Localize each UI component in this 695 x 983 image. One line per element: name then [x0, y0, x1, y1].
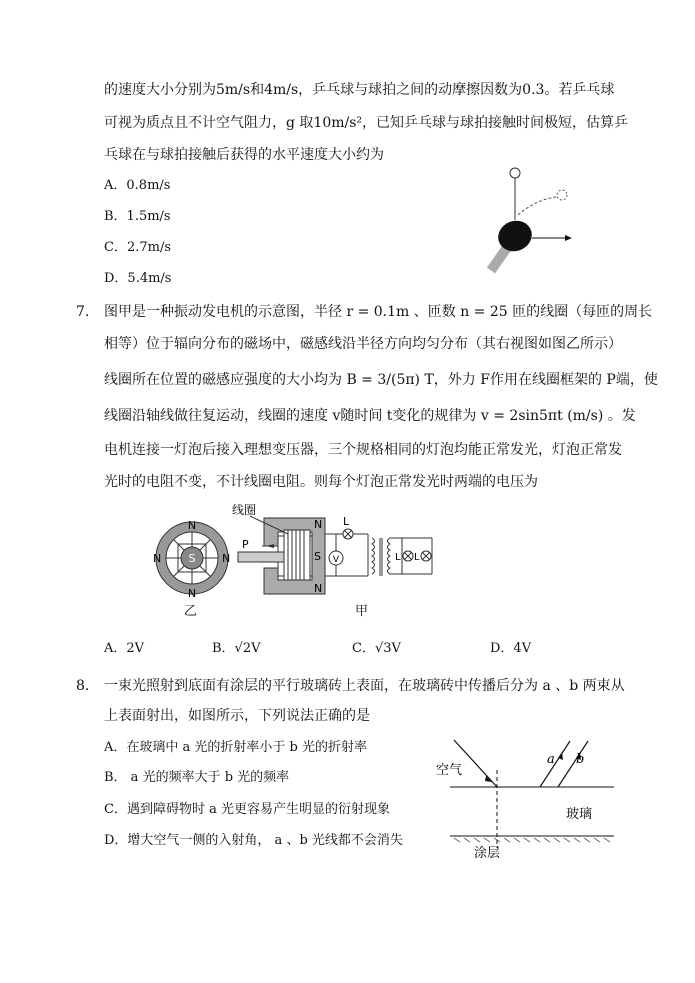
- generator-cross-section: [238, 518, 325, 594]
- label-l-mid: L: [395, 552, 401, 563]
- q6-option-a: A．0.8m/s: [104, 178, 171, 193]
- label-v: V: [332, 555, 340, 565]
- label-glass: 玻璃: [566, 807, 593, 822]
- q8-glass-figure: [430, 730, 620, 860]
- q6-option-b: B．1.5m/s: [104, 209, 171, 224]
- q6-line-2: 可视为质点且不计空气阻力，g 取10m/s²，已知乒乓球与球拍接触时间极短，估算乒: [104, 115, 629, 131]
- q7-line-5: 电机连接一灯泡后接入理想变压器，三个规格相同的灯泡均能正常发光，灯泡正常发: [104, 442, 622, 458]
- ball-initial-icon: [510, 168, 520, 178]
- label-n-top: N: [187, 519, 197, 532]
- q8-option-a: A．在玻璃中 a 光的折射率小于 b 光的折射率: [104, 740, 367, 755]
- label-n-jia-bottom: N: [314, 582, 323, 595]
- q7-option-b: B．√2V: [212, 641, 261, 656]
- q6-paddle-figure: [480, 160, 600, 280]
- label-a: a: [547, 752, 555, 767]
- q8-number: 8.: [76, 678, 90, 694]
- q7-option-a: A．2V: [104, 641, 145, 656]
- label-n-bottom: N: [187, 587, 197, 600]
- q8-option-c: C．遇到障碍物时 a 光更容易产生明显的衍射现象: [104, 802, 390, 817]
- q6-line-3: 乓球在与球拍接触后获得的水平速度大小约为: [104, 147, 384, 163]
- label-coil: 线圈: [232, 503, 257, 517]
- label-jia: 甲: [355, 604, 369, 619]
- ray-a: [540, 741, 570, 787]
- label-s-jia: S: [314, 550, 321, 563]
- label-n-jia-top: N: [314, 518, 323, 531]
- q7-line-2: 相等）位于辐向分布的磁场中，磁感线沿半径方向均匀分布（其右视图如图乙所示）: [104, 336, 622, 352]
- label-l-right: L: [414, 552, 420, 563]
- label-yi: 乙: [184, 604, 198, 619]
- q7-line-1: 图甲是一种振动发电机的示意图，半径 r = 0.1m 、匝数 n = 25 匝的线圈（每匝的周长: [104, 304, 653, 320]
- label-b: b: [576, 752, 585, 767]
- label-air: 空气: [436, 763, 463, 778]
- q8-line-2: 上表面射出，如图所示，下列说法正确的是: [104, 708, 370, 724]
- label-coating: 涂层: [474, 846, 501, 860]
- q7-option-c: C．√3V: [352, 641, 401, 656]
- q7-line-3: 线圈所在位置的磁感应强度的大小均为 B = 3/(5π) T，外力 F作用在线圈框架的 P端，使: [104, 372, 658, 388]
- label-n-right: N: [222, 552, 231, 565]
- label-s-yi: S: [188, 552, 196, 565]
- q8-option-d: D．增大空气一侧的入射角， a 、b 光线都不会消失: [104, 833, 403, 848]
- q6-option-c: C．2.7m/s: [104, 240, 171, 255]
- q8-line-1: 一束光照射到底面有涂层的平行玻璃砖上表面，在玻璃砖中传播后分为 a 、b 两束从: [104, 678, 625, 694]
- q7-generator-figure: [150, 500, 440, 600]
- q7-option-d: D．4V: [490, 641, 532, 656]
- label-p: P: [242, 538, 249, 551]
- q8-option-b: B． a 光的频率大于 b 光的频率: [104, 770, 290, 785]
- label-l-top: L: [343, 515, 350, 528]
- label-n-left: N: [153, 552, 162, 565]
- ball-final-icon: [557, 190, 567, 200]
- q7-line-6: 光时的电阻不变，不计线圈电阻。则每个灯泡正常发光时两端的电压为: [104, 474, 538, 490]
- q6-option-d: D．5.4m/s: [104, 271, 172, 286]
- q7-line-4: 线圈沿轴线做往复运动，线圈的速度 v随时间 t变化的规律为 v = 2sin5πt (m/s) 。发: [104, 408, 636, 424]
- q7-number: 7.: [76, 304, 90, 320]
- q6-line-1: 的速度大小分别为5m/s和4m/s，乒乓球与球拍之间的动摩擦因数为0.3。若乒乓球: [104, 82, 615, 98]
